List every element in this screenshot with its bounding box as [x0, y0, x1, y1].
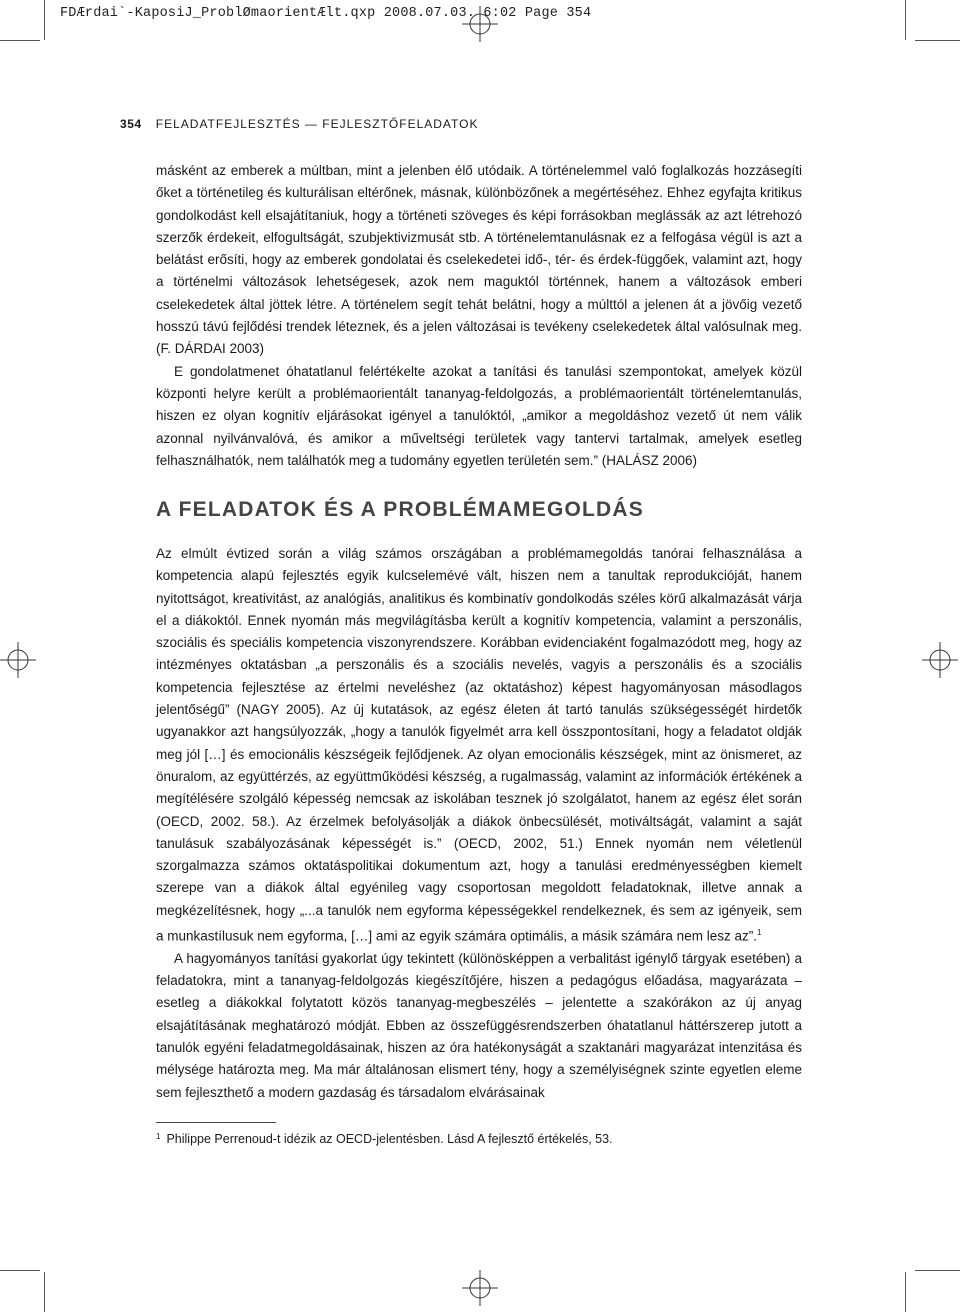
section-heading: A FELADATOK ÉS A PROBLÉMAMEGOLDÁS — [156, 498, 644, 521]
crop-mark-bottom-left-v — [44, 1272, 45, 1312]
registration-mark-left-icon — [0, 642, 36, 678]
paragraph: másként az emberek a múltban, mint a jelenben élő utódaik. A történelemmel való foglalkozás hozzásegíti őket a történetileg és kulturálisan eltérőnek, másnak, különbözőnek a megértéséhez. Ehhez egyfajta kritikus gondolkodást kell elsajátítaniuk, hogy a történeti szöveges és képi forrásokban meglássák az azt létrehozó szerzők érdekeit, elfogultságát, szubjektivizmusát stb. A történelemtanulásnak ez a felfogása végül is azt a belátást erősíti, hogy az emberek gondolatai és cselekedetei idő-, tér- és érdek-függőek, valamint azt, hogy a történelmi változások lehetségesek, azok nem maguktól történnek, hanem a változások emberi cselekedetek által jöttek létre. A történelem segít tehát belátni, hogy a múlttól a jelenen át a jövőig vezető hosszú távú fejlődési trendek léteznek, és a jelen változásai is tevékeny cselekedetek által valósulnak meg. (F. DÁRDAI 2003) — [156, 163, 802, 357]
footnote-number: 1 — [156, 1132, 161, 1141]
crop-mark-top-right-v — [905, 0, 906, 40]
footnote-reference: 1 — [756, 928, 762, 938]
paragraph: E gondolatmenet óhatatlanul felértékelte azokat a tanítási és tanulási szempontokat, amelyek közül központi helyre került a problémaorientált tananyag-feldolgozás, a problémaorientált történelemtanulás, hiszen ez olyan kognitív eljárásokat igényel a tanulóktól, „amikor a megoldáshoz vezető út nem válik azonnal nyilvánvalóvá, és amikor a műveltségi területek vagy tantervi tartalmak, amelyek esetleg felhasználhatók, nem találhatók meg a tudomány egyetlen területén sem.” (HALÁSZ 2006) — [156, 363, 802, 468]
running-head — [120, 117, 479, 131]
page-number: 354 — [120, 117, 142, 131]
crop-mark-bottom-right-h — [915, 1270, 960, 1271]
registration-mark-bottom-icon — [462, 1270, 498, 1306]
body-text-block-2 — [156, 543, 802, 1104]
crop-mark-top-left-h — [0, 40, 40, 41]
paragraph-text: Az elmúlt évtized során a világ számos országában a problémamegoldás tanórai felhasználása a kompetencia alapú fejlesztés egyik kulcselemévé vált, hiszen nem a tanultak reprodukcióját, hanem nyitottságot, kreativitást, az analógiás, analitikus és kombinatív gondolkodás széles körű alkalmazását várja el a diákoktól. Ennek nyomán más megvilágításba került a kognitív kompetencia, valamint a perszonális, szociális és speciális kompetencia viszonyrendszere. Korábban evidenciaként fogalmazódott meg, hogy az intézményes oktatásban „a perszonális és a szociális nevelés, vagyis a perszonális és a szociális kompetencia fejlesztése az értelmi neveléshez (az oktatáshoz) képest hagyományosan másodlagos jelentőségű” (NAGY 2005). Az új kutatások, az egész életen át tartó tanulás szükségességét hirdetők ugyanakkor azt hangsúlyozzák, „hogy a tanulók figyelmét arra kell összpontosítani, hogy a feladatot oldják meg jól […] és emocionális készségeik fejlődjenek. Az olyan emocionális készségek, mint az önismeret, az önuralom, az együttérzés, az együttműködési készség, a rugalmasság, valamint az információk értékének a megítélésére szolgáló képesség nemcsak az iskolában tesznek jó szolgálatot, hanem az egész élet során (OECD, 2002. 58.). Az érzelmek befolyásolják a diákok önbecsülését, motiváltságát, valamint a saját tanulásuk szabályozásának képességét is.” (OECD, 2002, 51.) Ennek nyomán nem véletlenül szorgalmazza számos oktatáspolitikai dokumentum azt, hogy a tanulási eredményességben kiemelt szerepe van a diákok által egyénileg vagy csoportosan megoldott feladatoknak, illetve annak a megkézelítésnek, hogy „...a tanulók nem egyforma képességekkel rendelkeznek, és sem az igényeik, sem a munkastílusuk nem egyforma, […] ami az egyik számára optimális, a másik számára nem lesz az”. — [156, 546, 802, 944]
footnote-rule — [156, 1122, 276, 1123]
crop-mark-bottom-left-h — [0, 1270, 40, 1271]
body-text-block-1 — [156, 160, 802, 472]
print-slug-line: FDÆrdai`-KaposiJ_ProblØmaorientÆlt.qxp 2008.07.03. 6:02 Page 354 — [60, 6, 592, 21]
crop-mark-top-right-h — [915, 40, 960, 41]
crop-mark-bottom-right-v — [905, 1272, 906, 1312]
crop-mark-top-left-v — [44, 0, 45, 40]
paragraph — [156, 543, 802, 948]
paragraph: A hagyományos tanítási gyakorlat úgy tekintett (különösképpen a verbalitást igénylő tárgyak esetében) a feladatokra, mint a tananyag-feldolgozás kiegészítőjére, hiszen a pedagógus előadása, magyarázata – esetleg a diákokkal folytatott közös tananyag-megbeszélés – jelentette a szakórákon az új anyag elsajátításának meghatározó módját. Ebben az összefüggésrendszerben óhatatlanul háttérszerep jutott a tanulók egyéni feladatmegoldásainak, hiszen az óra hatékonyságát a szaktanári magyarázat intenzitása és mélysége határozta meg. Ma már általánosan elismert tény, hogy a személyiségnek szinte egyetlen eleme sem fejleszthető a modern gazdaság és társadalom elvárásainak — [156, 950, 802, 1100]
footnote — [156, 1127, 796, 1149]
registration-mark-right-icon — [922, 642, 958, 678]
running-head-title: FELADATFEJLESZTÉS — FEJLESZTŐFELADATOK — [155, 117, 479, 131]
footnote-text: Philippe Perrenoud-t idézik az OECD-jelentésben. Lásd A fejlesztő értékelés, 53. — [166, 1132, 613, 1146]
